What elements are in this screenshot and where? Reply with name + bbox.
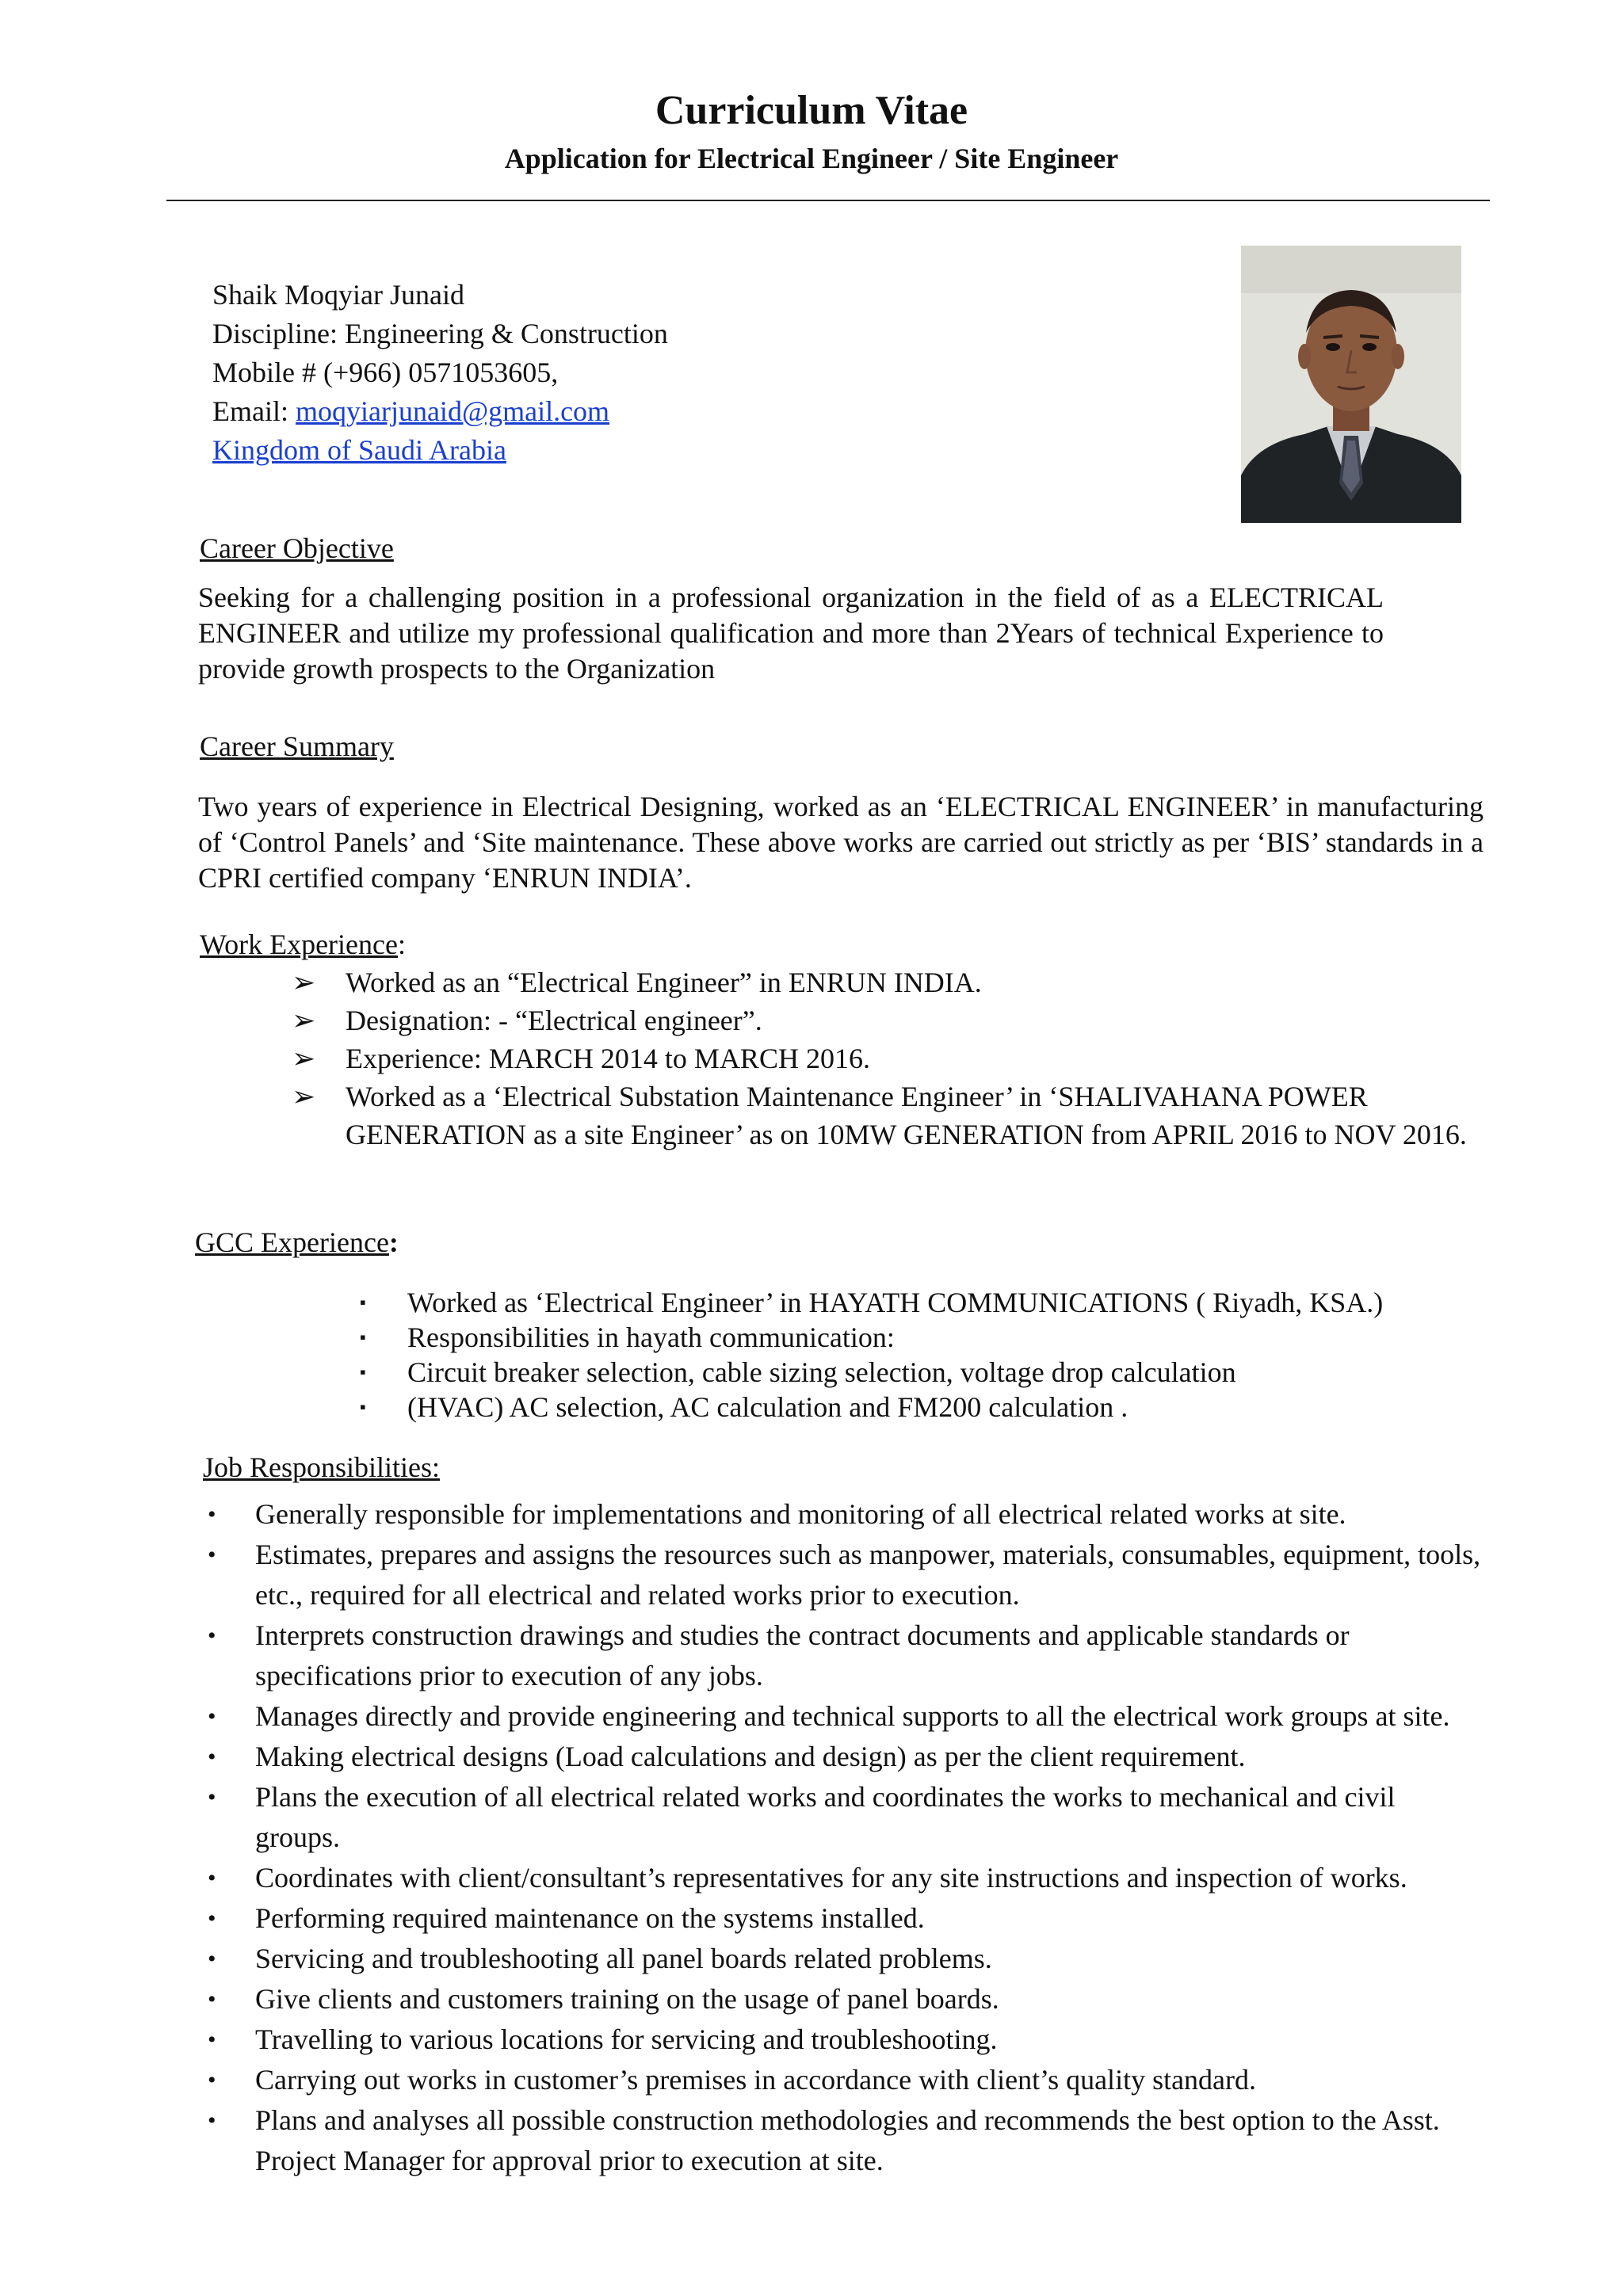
responsibility-text: Manages directly and provide engineering and technical supports to all the electrical work groups at site. xyxy=(255,1700,1450,1732)
list-item xyxy=(208,1898,1485,1939)
career-summary-text: Two years of experience in Electrical Designing, worked as an ‘ELECTRICAL ENGINEER’ in manufacturing of ‘Control Panels’ and ‘Site maintenance. These above works are carried out strictly as per ‘BIS’ standards in a CPRI certified company ‘ENRUN INDIA’. xyxy=(198,791,1484,894)
portrait-image xyxy=(1241,246,1461,523)
bullet-dot-icon: • xyxy=(208,1905,216,1932)
gcc-experience-item-text: Worked as ‘Electrical Engineer’ in HAYATH COMMUNICATIONS ( Riyadh, KSA.) xyxy=(407,1287,1384,1318)
arrow-bullet-icon: ➢ xyxy=(292,1005,316,1036)
bullet-dot-icon: • xyxy=(208,1986,216,2012)
work-experience-item-text: Experience: MARCH 2014 to MARCH 2016. xyxy=(346,1043,870,1074)
responsibility-text: Servicing and troubleshooting all panel boards related problems. xyxy=(255,1943,992,1974)
responsibility-text: Estimates, prepares and assigns the resources such as manpower, materials, consumables, equipment, tools, etc., required for all electrical and related works prior to execution. xyxy=(255,1539,1481,1611)
location-link[interactable]: Kingdom of Saudi Arabia xyxy=(212,434,506,466)
list-item xyxy=(360,1320,1493,1355)
gcc-experience-heading xyxy=(195,1225,399,1260)
gcc-experience-heading-text: GCC Experience xyxy=(195,1226,389,1258)
work-experience-item-text: Worked as a ‘Electrical Substation Maintenance Engineer’ in ‘SHALIVAHANA POWER GENERATION as a site Engineer’ as on 10MW GENERATION from APRIL 2016 to NOV 2016. xyxy=(346,1081,1467,1150)
list-item xyxy=(208,1777,1485,1858)
work-experience-list xyxy=(292,963,1487,1154)
responsibility-text: Carrying out works in customer’s premises in accordance with client’s quality standard. xyxy=(255,2064,1257,2096)
job-responsibilities-heading xyxy=(203,1450,440,1485)
career-summary-heading xyxy=(200,729,394,764)
arrow-bullet-icon: ➢ xyxy=(292,1081,316,1112)
work-experience-heading xyxy=(200,927,406,962)
responsibility-text: Coordinates with client/consultant’s representatives for any site instructions and inspection of works. xyxy=(255,1862,1407,1894)
list-item xyxy=(208,1939,1485,1979)
bullet-dot-icon: • xyxy=(208,1703,216,1730)
career-objective-text: Seeking for a challenging position in a professional organization in the field of as a ELECTRICAL ENGINEER and utilize my professional qualification and more than 2Years of technical Experience to provide growth prospects to the Organization xyxy=(198,582,1384,685)
square-bullet-icon: ▪ xyxy=(360,1292,366,1312)
list-item xyxy=(292,1039,1487,1077)
list-item xyxy=(208,1858,1485,1898)
list-item xyxy=(208,1535,1485,1615)
bullet-dot-icon: • xyxy=(208,1946,216,1972)
square-bullet-icon: ▪ xyxy=(360,1327,366,1347)
profile-photo xyxy=(1241,246,1461,523)
gcc-experience-item-text: Responsibilities in hayath communication: xyxy=(407,1322,895,1353)
list-item xyxy=(292,1001,1487,1039)
email-label: Email: xyxy=(212,395,296,427)
page-title: Curriculum Vitae xyxy=(655,88,968,133)
email-link[interactable]: moqyiarjunaid@gmail.com xyxy=(295,395,610,427)
discipline: Discipline: Engineering & Construction xyxy=(212,318,668,349)
list-item xyxy=(208,1615,1485,1696)
career-objective-heading-text: Career Objective xyxy=(200,532,394,564)
bullet-dot-icon: • xyxy=(208,1623,216,1649)
bullet-dot-icon: • xyxy=(208,1865,216,1891)
bullet-dot-icon: • xyxy=(208,1744,216,1770)
candidate-name: Shaik Moqyiar Junaid xyxy=(212,279,464,311)
square-bullet-icon: ▪ xyxy=(360,1362,366,1382)
job-responsibilities-list xyxy=(208,1494,1485,2181)
gcc-experience-item-text: (HVAC) AC selection, AC calculation and FM200 calculation . xyxy=(407,1391,1128,1423)
location-line xyxy=(212,431,668,470)
email-line xyxy=(212,392,668,431)
bullet-dot-icon: • xyxy=(208,1542,216,1568)
list-item xyxy=(208,1494,1485,1535)
bullet-dot-icon: • xyxy=(208,2067,216,2093)
bullet-dot-icon: • xyxy=(208,1784,216,1810)
list-item xyxy=(208,1696,1485,1737)
list-item xyxy=(360,1390,1493,1425)
job-responsibilities-heading-text: Job Responsibilities: xyxy=(203,1451,441,1483)
responsibility-text: Plans the execution of all electrical related works and coordinates the works to mechanical and civil groups. xyxy=(255,1781,1396,1853)
responsibility-text: Plans and analyses all possible construction methodologies and recommends the best option to the Asst. Project Manager for approval prior to execution at site. xyxy=(255,2104,1440,2176)
list-item xyxy=(360,1355,1493,1390)
bullet-dot-icon: • xyxy=(208,1501,216,1527)
list-item xyxy=(208,2060,1485,2100)
responsibility-text: Give clients and customers training on the usage of panel boards. xyxy=(255,1983,999,2015)
responsibility-text: Performing required maintenance on the systems installed. xyxy=(255,1902,925,1934)
arrow-bullet-icon: ➢ xyxy=(292,967,316,998)
bullet-dot-icon: • xyxy=(208,2107,216,2134)
work-experience-item-text: Worked as an “Electrical Engineer” in ENRUN INDIA. xyxy=(346,967,982,998)
responsibility-text: Interprets construction drawings and studies the contract documents and applicable standards or specifications prior to execution of any jobs. xyxy=(255,1619,1350,1691)
page-subtitle: Application for Electrical Engineer / Site Engineer xyxy=(504,143,1119,174)
gcc-experience-item-text: Circuit breaker selection, cable sizing selection, voltage drop calculation xyxy=(407,1356,1236,1388)
responsibility-text: Making electrical designs (Load calculations and design) as per the client requirement. xyxy=(255,1741,1246,1772)
responsibility-text: Generally responsible for implementations and monitoring of all electrical related works at site. xyxy=(255,1498,1346,1530)
list-item xyxy=(208,1979,1485,2019)
header-divider xyxy=(166,200,1490,201)
list-item xyxy=(208,1737,1485,1777)
gcc-experience-list xyxy=(360,1285,1493,1425)
gcc-experience-heading-colon: : xyxy=(388,1226,399,1258)
list-item xyxy=(292,963,1487,1001)
arrow-bullet-icon: ➢ xyxy=(292,1043,316,1074)
mobile-number: Mobile # (+966) 0571053605, xyxy=(212,357,559,388)
work-experience-heading-colon: : xyxy=(397,929,406,960)
list-item xyxy=(292,1077,1487,1154)
responsibility-text: Travelling to various locations for servicing and troubleshooting. xyxy=(255,2023,998,2055)
list-item xyxy=(208,2019,1485,2060)
career-objective-heading xyxy=(200,531,394,566)
square-bullet-icon: ▪ xyxy=(360,1397,366,1417)
work-experience-item-text: Designation: - “Electrical engineer”. xyxy=(346,1005,762,1036)
bullet-dot-icon: • xyxy=(208,2027,216,2053)
contact-block xyxy=(212,276,668,470)
list-item xyxy=(360,1285,1493,1320)
list-item xyxy=(208,2100,1485,2181)
career-summary-heading-text: Career Summary xyxy=(200,730,394,762)
work-experience-heading-text: Work Experience xyxy=(200,929,398,960)
